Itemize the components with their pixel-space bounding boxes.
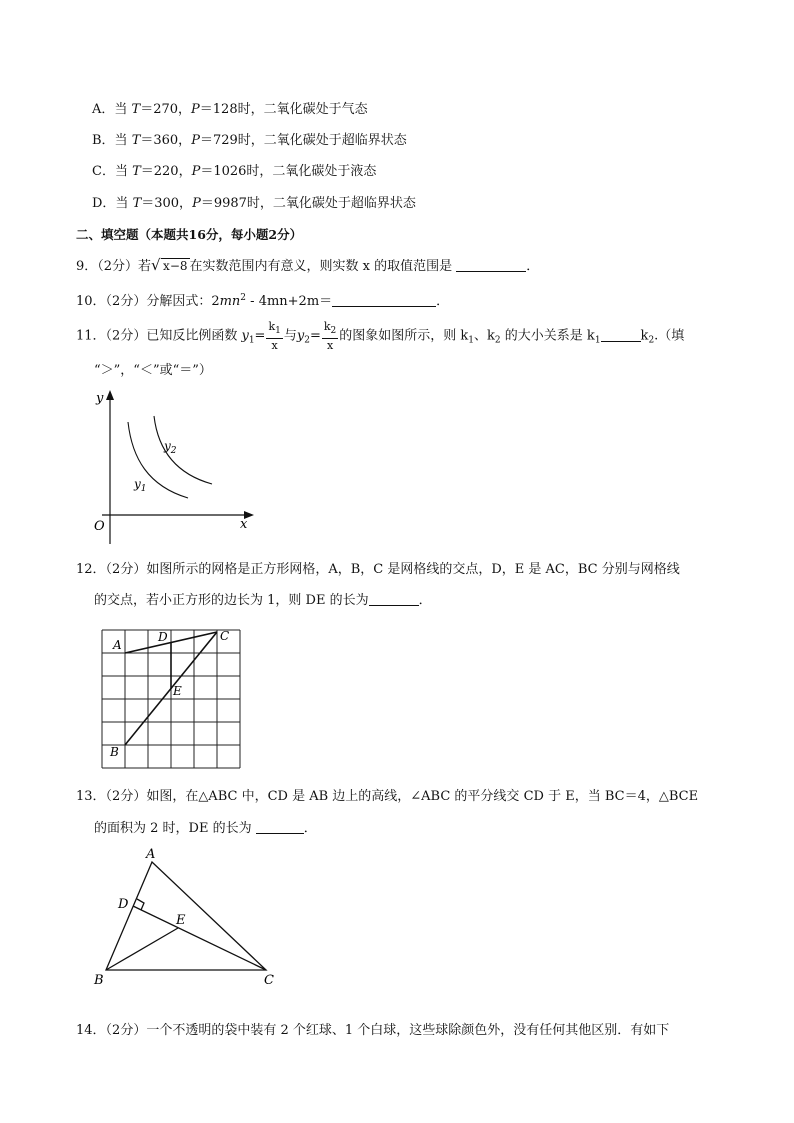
fraction-k1: $\frac{k_1}{x}$: [268, 320, 281, 352]
question-13-line1: 13．（2分）如图，在△ABC 中，CD 是 AB 边上的高线，∠ABC 的平分线交 CD 于 E，当 BC＝4，△BCE: [76, 789, 699, 804]
answer-blank-13[interactable]: [256, 821, 304, 834]
option-b: B．当 T＝360，P＝729时，二氧化碳处于超临界状态: [92, 133, 407, 148]
curve-y2: [154, 416, 212, 484]
answer-blank-10[interactable]: [332, 294, 436, 307]
vertex-b-label: B: [94, 973, 104, 988]
question-12-line2: 的交点，若小正方形的边长为 1，则 DE 的长为 ．: [94, 593, 432, 608]
section-heading: 二、填空题（本题共16分，每小题2分）: [76, 227, 303, 242]
bisector-be: [106, 928, 178, 970]
answer-blank-11[interactable]: [601, 329, 641, 342]
axis-y-label: y: [96, 391, 104, 406]
inverse-proportion-graph: [88, 388, 258, 548]
option-c: C．当 T＝220，P＝1026时，二氧化碳处于液态: [92, 164, 377, 179]
question-14-line1: 14．（2分）一个不透明的袋中装有 2 个红球、1 个白球，这些球除颜色外，没有任何其他区别．有如下: [76, 1023, 670, 1038]
option-a: A．当 T＝270，P＝128时，二氧化碳处于气态: [92, 102, 368, 117]
question-13-line2: 的面积为 2 时，DE 的长为 ．: [94, 821, 317, 836]
answer-blank-9[interactable]: [456, 259, 526, 272]
question-11: 11．（2分）已知反比例函数 $y_1=$ $\frac{k_1}{x}$ 与$y_2=$ $\frac{k_2}{x}$ 的图象如图所示，则 $k_1$、$k_2$ 的大小关系是 $k_1$ $k_2$.（填: [76, 320, 685, 352]
curve-y2-label: $y_2$: [164, 439, 177, 456]
altitude-cd: [133, 906, 266, 970]
triangle-figure: [90, 846, 280, 988]
question-11-line2: “＞”，“＜”或“＝”）: [94, 363, 212, 378]
point-c-label: C: [220, 629, 230, 643]
point-e-label: E: [173, 684, 182, 698]
answer-blank-12[interactable]: [369, 593, 419, 606]
point-d-label: D: [118, 897, 129, 912]
triangle-abc: [106, 862, 266, 970]
sqrt-expression: √ x−8: [151, 256, 188, 274]
vertex-a-label: A: [146, 847, 156, 862]
question-9: 9．（2分）若 √ x−8 在实数范围内有意义，则实数 x 的取值范围是 ．: [76, 256, 540, 274]
question-12-line1: 12．（2分）如图所示的网格是正方形网格，A，B，C 是网格线的交点，D，E 是 AC，BC 分别与网格线: [76, 562, 680, 577]
curve-y1-label: $y_1$: [134, 477, 147, 494]
point-b-label: B: [110, 745, 119, 759]
fraction-k2: $\frac{k_2}{x}$: [323, 320, 337, 352]
point-a-label: A: [113, 638, 122, 652]
origin-label: O: [94, 519, 105, 534]
point-d-label: D: [158, 630, 168, 644]
square-grid-figure: [96, 626, 246, 772]
axis-x-label: x: [240, 517, 248, 532]
point-e-label: E: [176, 913, 186, 928]
question-10: 10．（2分）分解因式：$2mn^2 - 4mn+2m=$ ．: [76, 293, 450, 309]
vertex-c-label: C: [264, 973, 274, 988]
option-d: D．当 T＝300，P＝9987时，二氧化碳处于超临界状态: [92, 196, 416, 211]
